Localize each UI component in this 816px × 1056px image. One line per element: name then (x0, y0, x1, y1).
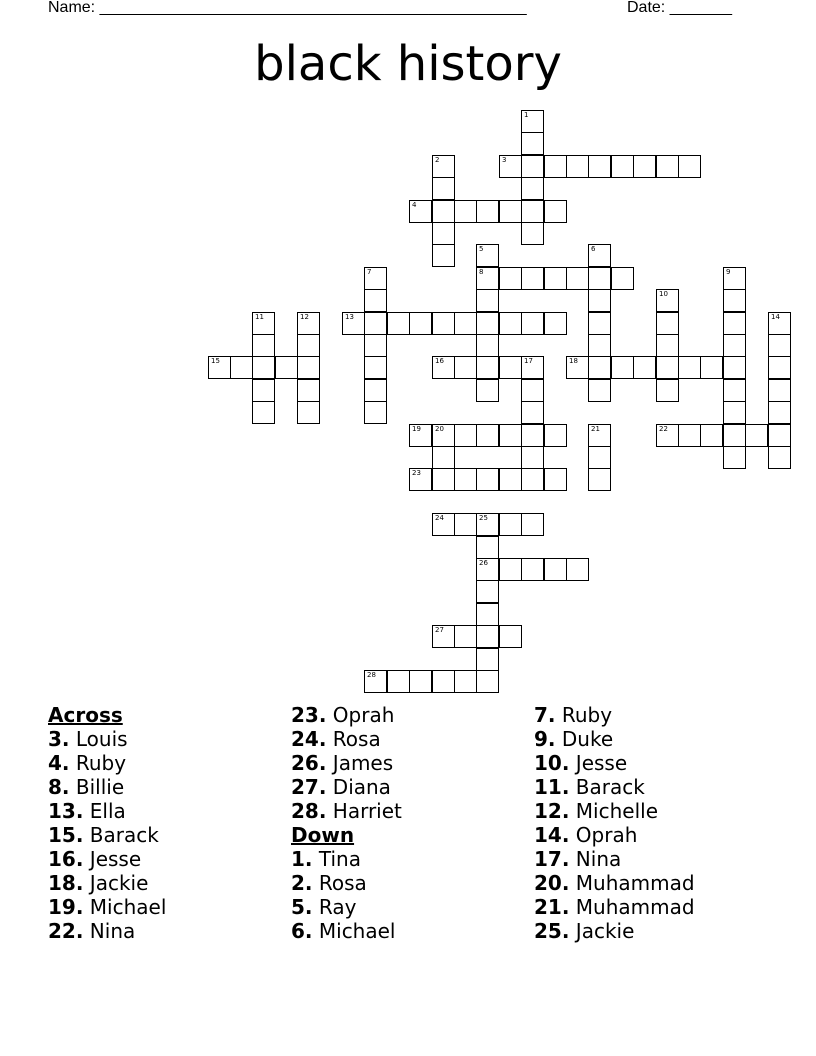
grid-cell[interactable] (499, 267, 522, 290)
grid-cell[interactable] (432, 200, 455, 223)
grid-cell[interactable] (521, 267, 544, 290)
clue-item: 4. Ruby (48, 751, 127, 775)
clue-item: 19. Michael (48, 895, 167, 919)
grid-cell[interactable] (454, 312, 477, 335)
grid-cell[interactable] (409, 670, 432, 693)
grid-cell[interactable] (544, 267, 567, 290)
grid-cell[interactable] (364, 267, 387, 290)
grid-cell[interactable] (768, 424, 791, 447)
grid-cell[interactable] (499, 424, 522, 447)
grid-cell[interactable] (454, 356, 477, 379)
grid-cell[interactable] (544, 200, 567, 223)
grid-cell[interactable] (521, 424, 544, 447)
grid-cell[interactable] (768, 379, 791, 402)
grid-cell[interactable] (521, 446, 544, 469)
clue-number: 27 (435, 626, 444, 634)
grid-cell[interactable] (476, 603, 499, 626)
grid-cell[interactable] (432, 513, 455, 536)
grid-cell[interactable] (297, 356, 320, 379)
grid-cell[interactable] (476, 670, 499, 693)
clue-column-2 (291, 703, 402, 943)
clue-item: 25. Jackie (534, 919, 635, 943)
grid-cell[interactable] (476, 625, 499, 648)
clue-number: 20 (435, 425, 444, 433)
grid-cell[interactable] (678, 356, 701, 379)
clue-item: 5. Ray (291, 895, 357, 919)
grid-cell[interactable] (588, 356, 611, 379)
grid-cell[interactable] (521, 468, 544, 491)
grid-cell[interactable] (252, 312, 275, 335)
clue-item: 6. Michael (291, 919, 396, 943)
grid-cell[interactable] (521, 222, 544, 245)
grid-cell[interactable] (566, 558, 589, 581)
across-heading: Across (48, 703, 123, 727)
grid-cell[interactable] (588, 289, 611, 312)
clue-number: 15 (211, 357, 220, 365)
grid-cell[interactable] (476, 468, 499, 491)
grid-cell[interactable] (588, 244, 611, 267)
grid-cell[interactable] (476, 244, 499, 267)
clue-number: 5 (479, 245, 484, 253)
grid-cell[interactable] (499, 200, 522, 223)
clue-item: 27. Diana (291, 775, 391, 799)
grid-cell[interactable] (521, 356, 544, 379)
clue-item: 1. Tina (291, 847, 361, 871)
grid-cell[interactable] (544, 312, 567, 335)
grid-cell[interactable] (521, 110, 544, 133)
clue-number: 12 (300, 313, 309, 321)
grid-cell[interactable] (521, 155, 544, 178)
clue-number: 16 (435, 357, 444, 365)
grid-cell[interactable] (723, 379, 746, 402)
grid-cell[interactable] (476, 648, 499, 671)
clue-item: 11. Barack (534, 775, 645, 799)
grid-cell[interactable] (723, 356, 746, 379)
clue-number: 8 (479, 268, 484, 276)
grid-cell[interactable] (364, 334, 387, 357)
grid-cell[interactable] (387, 670, 410, 693)
grid-cell[interactable] (521, 558, 544, 581)
grid-cell[interactable] (297, 401, 320, 424)
grid-cell[interactable] (723, 424, 746, 447)
grid-cell[interactable] (499, 625, 522, 648)
clue-number: 11 (255, 313, 264, 321)
grid-cell[interactable] (499, 468, 522, 491)
grid-cell[interactable] (275, 356, 298, 379)
grid-cell[interactable] (700, 356, 723, 379)
grid-cell[interactable] (611, 267, 634, 290)
grid-cell[interactable] (432, 424, 455, 447)
clue-item: 8. Billie (48, 775, 125, 799)
grid-cell[interactable] (387, 312, 410, 335)
clue-number: 13 (345, 313, 354, 321)
grid-cell[interactable] (476, 536, 499, 559)
clue-item: 17. Nina (534, 847, 622, 871)
grid-cell[interactable] (768, 356, 791, 379)
grid-cell[interactable] (521, 132, 544, 155)
grid-cell[interactable] (499, 155, 522, 178)
grid-cell[interactable] (454, 625, 477, 648)
clue-number: 22 (659, 425, 668, 433)
clue-item: 23. Oprah (291, 703, 395, 727)
grid-cell[interactable] (432, 177, 455, 200)
grid-cell[interactable] (432, 625, 455, 648)
grid-cell[interactable] (252, 334, 275, 357)
grid-cell[interactable] (768, 334, 791, 357)
grid-cell[interactable] (656, 312, 679, 335)
grid-cell[interactable] (499, 356, 522, 379)
grid-cell[interactable] (230, 356, 253, 379)
grid-cell[interactable] (499, 558, 522, 581)
clue-number: 26 (479, 559, 488, 567)
grid-cell[interactable] (521, 401, 544, 424)
grid-cell[interactable] (521, 177, 544, 200)
grid-cell[interactable] (432, 670, 455, 693)
grid-cell[interactable] (342, 312, 365, 335)
grid-cell[interactable] (476, 356, 499, 379)
clue-item: 2. Rosa (291, 871, 367, 895)
clue-item: 13. Ella (48, 799, 126, 823)
clue-number: 17 (524, 357, 533, 365)
grid-cell[interactable] (476, 558, 499, 581)
grid-cell[interactable] (409, 312, 432, 335)
grid-cell[interactable] (476, 424, 499, 447)
grid-cell[interactable] (454, 200, 477, 223)
grid-cell[interactable] (611, 356, 634, 379)
clue-column-3 (534, 703, 695, 943)
grid-cell[interactable] (723, 446, 746, 469)
grid-cell[interactable] (633, 356, 656, 379)
clue-number: 25 (479, 514, 488, 522)
grid-cell[interactable] (678, 424, 701, 447)
grid-cell[interactable] (723, 334, 746, 357)
grid-cell[interactable] (476, 379, 499, 402)
grid-cell[interactable] (409, 468, 432, 491)
grid-cell[interactable] (364, 670, 387, 693)
grid-cell[interactable] (544, 468, 567, 491)
grid-cell[interactable] (656, 155, 679, 178)
grid-cell[interactable] (297, 379, 320, 402)
grid-cell[interactable] (432, 356, 455, 379)
grid-cell[interactable] (656, 424, 679, 447)
grid-cell[interactable] (499, 513, 522, 536)
grid-cell[interactable] (297, 334, 320, 357)
grid-cell[interactable] (476, 200, 499, 223)
clue-number: 21 (591, 425, 600, 433)
grid-cell[interactable] (588, 379, 611, 402)
grid-cell[interactable] (588, 446, 611, 469)
grid-cell[interactable] (723, 401, 746, 424)
grid-cell[interactable] (364, 401, 387, 424)
grid-cell[interactable] (499, 312, 522, 335)
grid-cell[interactable] (432, 468, 455, 491)
grid-cell[interactable] (566, 155, 589, 178)
grid-cell[interactable] (588, 155, 611, 178)
grid-cell[interactable] (588, 267, 611, 290)
clue-item: 21. Muhammad (534, 895, 695, 919)
clue-number: 4 (412, 201, 417, 209)
grid-cell[interactable] (656, 356, 679, 379)
grid-cell[interactable] (409, 200, 432, 223)
clue-number: 10 (659, 290, 668, 298)
grid-cell[interactable] (432, 446, 455, 469)
clue-item: 22. Nina (48, 919, 136, 943)
clue-item: 9. Duke (534, 727, 614, 751)
grid-cell[interactable] (544, 558, 567, 581)
grid-cell[interactable] (566, 356, 589, 379)
grid-cell[interactable] (588, 312, 611, 335)
clue-item: 14. Oprah (534, 823, 638, 847)
name-field-label: Name: ________________________________________________ (48, 0, 527, 16)
grid-cell[interactable] (588, 424, 611, 447)
clue-number: 14 (771, 313, 780, 321)
clue-number: 1 (524, 111, 529, 119)
grid-cell[interactable] (364, 356, 387, 379)
grid-cell[interactable] (768, 446, 791, 469)
grid-cell[interactable] (252, 356, 275, 379)
grid-cell[interactable] (432, 312, 455, 335)
clue-item: 12. Michelle (534, 799, 659, 823)
grid-cell[interactable] (454, 670, 477, 693)
grid-cell[interactable] (544, 155, 567, 178)
clue-column-1 (48, 703, 166, 943)
grid-cell[interactable] (768, 312, 791, 335)
clue-number: 23 (412, 469, 421, 477)
grid-cell[interactable] (208, 356, 231, 379)
down-heading: Down (291, 823, 355, 847)
grid-cell[interactable] (364, 289, 387, 312)
grid-cell[interactable] (476, 334, 499, 357)
grid-cell[interactable] (476, 289, 499, 312)
clue-item: 3. Louis (48, 727, 128, 751)
grid-cell[interactable] (521, 513, 544, 536)
puzzle-title: black history (254, 36, 562, 92)
grid-cell[interactable] (252, 401, 275, 424)
grid-cell[interactable] (454, 468, 477, 491)
grid-cell[interactable] (588, 468, 611, 491)
grid-cell[interactable] (723, 289, 746, 312)
grid-cell[interactable] (544, 424, 567, 447)
grid-cell[interactable] (723, 312, 746, 335)
date-field-label: Date: _______ (627, 0, 732, 16)
grid-cell[interactable] (476, 580, 499, 603)
clue-number: 9 (726, 268, 731, 276)
clue-item: 10. Jesse (534, 751, 628, 775)
grid-cell[interactable] (678, 155, 701, 178)
grid-cell[interactable] (521, 200, 544, 223)
grid-cell[interactable] (768, 401, 791, 424)
grid-cell[interactable] (252, 379, 275, 402)
grid-cell[interactable] (656, 379, 679, 402)
grid-cell[interactable] (476, 267, 499, 290)
grid-cell[interactable] (297, 312, 320, 335)
grid-cell[interactable] (476, 513, 499, 536)
clue-item: 18. Jackie (48, 871, 149, 895)
clue-item: 15. Barack (48, 823, 159, 847)
clue-item: 16. Jesse (48, 847, 142, 871)
grid-cell[interactable] (700, 424, 723, 447)
grid-cell[interactable] (723, 267, 746, 290)
grid-cell[interactable] (566, 267, 589, 290)
clue-number: 7 (367, 268, 372, 276)
clue-number: 28 (367, 671, 376, 679)
clue-number: 24 (435, 514, 444, 522)
clue-item: 26. James (291, 751, 394, 775)
grid-cell[interactable] (432, 222, 455, 245)
grid-cell[interactable] (521, 312, 544, 335)
grid-cell[interactable] (745, 424, 768, 447)
clue-number: 6 (591, 245, 596, 253)
clue-number: 2 (435, 156, 440, 164)
grid-cell[interactable] (633, 155, 656, 178)
grid-cell[interactable] (409, 424, 432, 447)
clue-item: 28. Harriet (291, 799, 402, 823)
grid-cell[interactable] (521, 379, 544, 402)
grid-cell[interactable] (454, 424, 477, 447)
clue-number: 19 (412, 425, 421, 433)
clue-item: 20. Muhammad (534, 871, 695, 895)
clue-number: 18 (569, 357, 578, 365)
grid-cell[interactable] (364, 312, 387, 335)
grid-cell[interactable] (588, 334, 611, 357)
clue-item: 7. Ruby (534, 703, 613, 727)
clue-number: 3 (502, 156, 507, 164)
grid-cell[interactable] (454, 513, 477, 536)
grid-cell[interactable] (476, 312, 499, 335)
grid-cell[interactable] (364, 379, 387, 402)
grid-cell[interactable] (432, 244, 455, 267)
clue-item: 24. Rosa (291, 727, 381, 751)
grid-cell[interactable] (432, 155, 455, 178)
grid-cell[interactable] (656, 289, 679, 312)
grid-cell[interactable] (611, 155, 634, 178)
grid-cell[interactable] (656, 334, 679, 357)
